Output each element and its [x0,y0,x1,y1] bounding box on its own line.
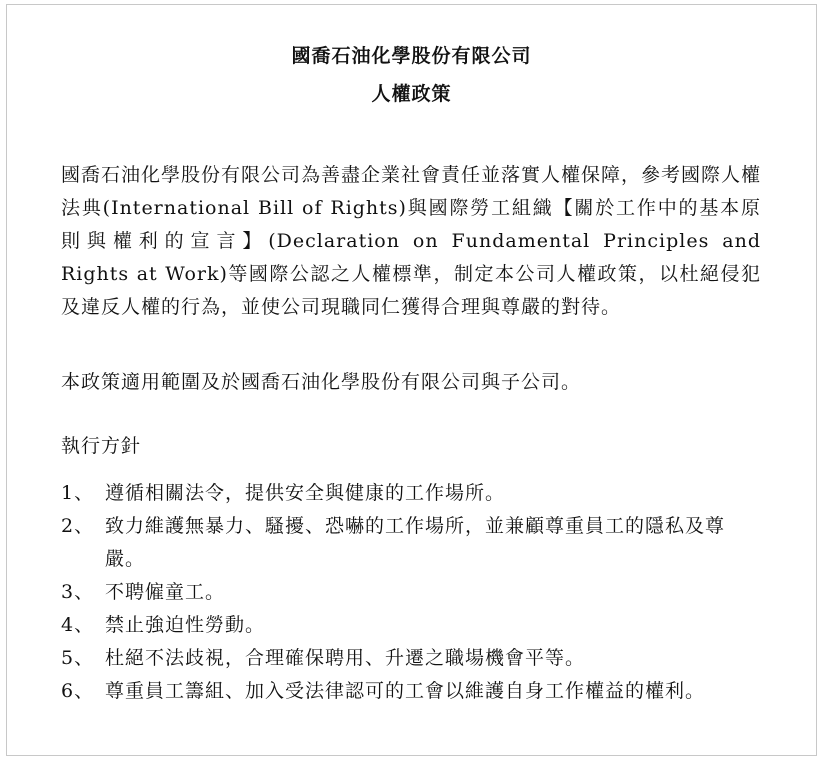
guidelines-list [61,477,761,708]
list-item [61,609,761,642]
list-item [61,477,761,510]
list-item-text: 遵循相關法令，提供安全與健康的工作場所。 [105,482,506,504]
list-item-number: 2、 [61,515,95,537]
list-item-text: 不聘僱童工。 [105,581,226,603]
list-item [61,675,761,708]
intro-paragraph: 國喬石油化學股份有限公司為善盡企業社會責任並落實人權保障，參考國際人權法典(International Bill of Rights)與國際勞工組織【關於工作中的基本原則與權利的宣言】(Declaration on Fundamental Principles and Rights at Work)等國際公認之人權標準，制定本公司人權政策，以杜絕侵犯及違反人權的行為，並使公司現職同仁獲得合理與尊嚴的對待。 [61,164,762,318]
guidelines-heading: 執行方針 [61,435,142,457]
list-item-number: 4、 [61,614,95,636]
company-name: 國喬石油化學股份有限公司 [291,45,532,67]
list-item [61,642,761,675]
list-item-text: 尊重員工籌組、加入受法律認可的工會以維護自身工作權益的權利。 [105,680,706,702]
list-item-text: 禁止強迫性勞動。 [105,614,266,636]
list-item-number: 5、 [61,647,95,669]
list-item [61,510,761,576]
list-item-number: 1、 [61,482,95,504]
scope-paragraph: 本政策適用範圍及於國喬石油化學股份有限公司與子公司。 [61,371,582,393]
policy-title: 人權政策 [371,83,452,105]
policy-document [6,4,817,756]
list-item-number: 6、 [61,680,95,702]
list-item-number: 3、 [61,581,95,603]
list-item [61,576,761,609]
list-item-text: 致力維護無暴力、騷擾、恐嚇的工作場所，並兼顧尊重員工的隱私及尊嚴。 [105,515,726,570]
list-item-text: 杜絕不法歧視，合理確保聘用、升遷之職場機會平等。 [105,647,586,669]
